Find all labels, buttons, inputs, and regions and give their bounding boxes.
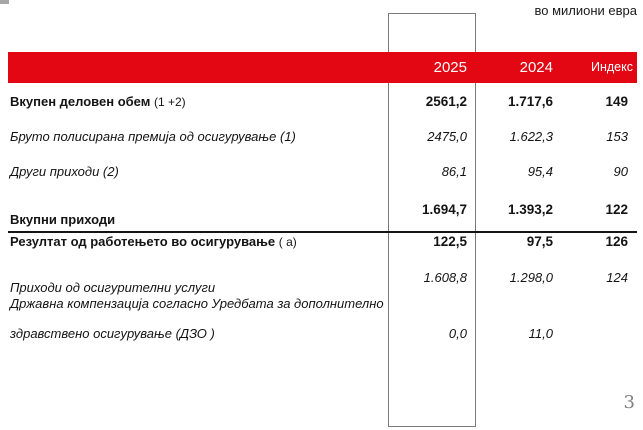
row-label: Други приходи (2) (10, 164, 119, 179)
cell-index: 149 (605, 94, 628, 109)
cell-2024: 97,5 (526, 234, 553, 249)
row-label-text: Вкупен деловен обем (10, 94, 151, 109)
cell-2025: 2561,2 (425, 94, 467, 109)
cell-index: 126 (605, 234, 628, 249)
table-header-bar (8, 52, 637, 83)
row-label: Приходи од осигурителни услуги (10, 280, 216, 295)
cell-2025: 0,0 (448, 326, 467, 341)
cell-index: 153 (606, 129, 628, 144)
cell-2024: 11,0 (528, 326, 553, 341)
cell-index: 122 (605, 202, 628, 217)
table-row-insurance-result (0, 234, 643, 250)
cell-2024: 95,4 (527, 164, 553, 179)
cell-2025: 2475,0 (427, 129, 467, 144)
row-label (10, 234, 297, 250)
corner-mark (0, 0, 9, 4)
row-label: Бруто полисирана премија од осигурување (1) (10, 129, 296, 144)
table-row-state-compensation-line1 (0, 296, 643, 312)
header-col-2025: 2025 (433, 59, 467, 76)
table-row-insurance-service-income (0, 270, 643, 295)
cell-2024: 1.622,3 (509, 129, 553, 144)
table-row-total-business-volume (0, 94, 643, 110)
row-label: Вкупни приходи (10, 212, 116, 227)
row-label: здравствено осигурување (ДЗО ) (10, 326, 215, 341)
cell-2025: 122,5 (433, 234, 467, 249)
row-label-suffix: ( а) (278, 235, 297, 249)
table-row-gross-premium (0, 129, 643, 145)
cell-index: 124 (606, 270, 628, 285)
header-col-2024: 2024 (519, 59, 553, 76)
cell-index: 90 (613, 164, 628, 179)
separator-line (8, 231, 637, 233)
page-number: 3 (623, 392, 635, 413)
cell-2025: 86,1 (441, 164, 467, 179)
cell-2024: 1.717,6 (507, 94, 553, 109)
table-row-state-compensation-line2 (0, 326, 643, 342)
cell-2025: 1.608,8 (423, 270, 467, 285)
cell-2024: 1.298,0 (509, 270, 553, 285)
header-col-index: Индекс (591, 60, 633, 74)
cell-2024: 1.393,2 (507, 202, 553, 217)
table-row-other-income (0, 164, 643, 180)
row-label-text: Резултат од работењето во осигурување (10, 234, 276, 249)
row-label (10, 94, 186, 110)
cell-2025: 1.694,7 (421, 202, 467, 217)
row-label-suffix: (1 +2) (153, 95, 186, 109)
units-note: во милиони евра (534, 3, 637, 18)
table-row-total-revenue (0, 202, 643, 227)
row-label: Државна компензација согласно Уредбата за дополнително (10, 296, 384, 311)
